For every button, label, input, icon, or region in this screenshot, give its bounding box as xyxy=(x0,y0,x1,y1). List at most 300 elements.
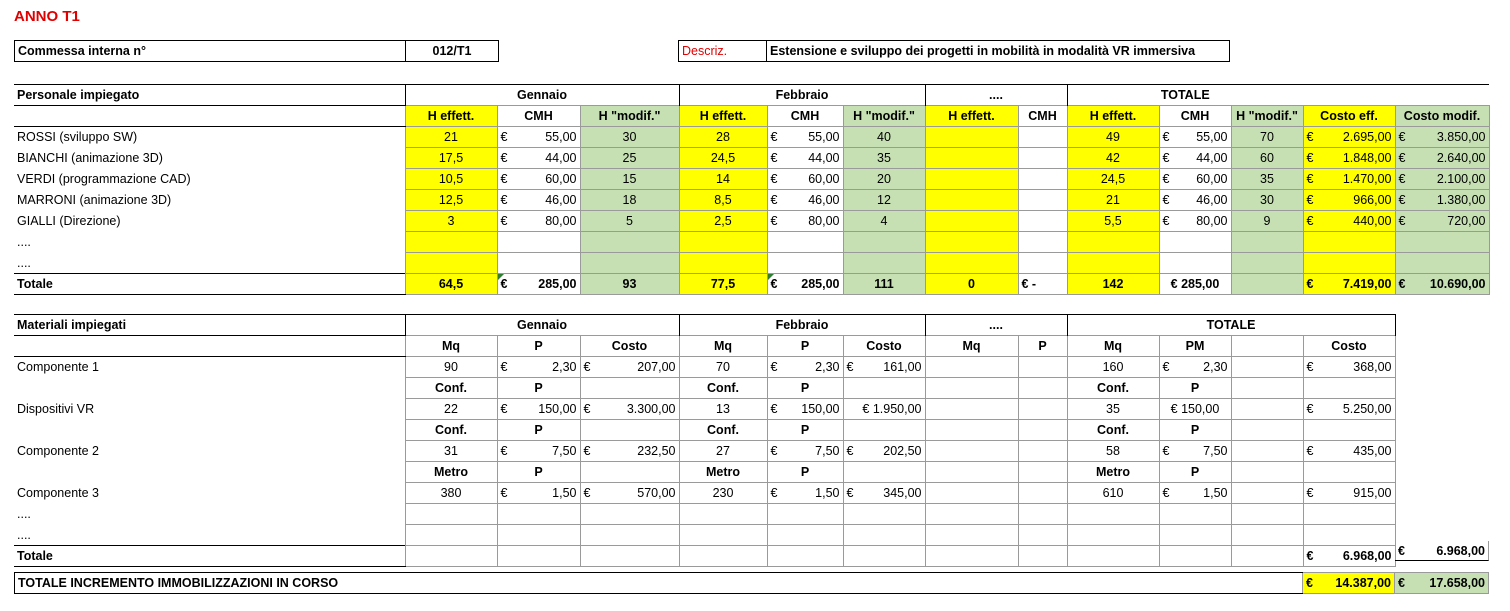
costo-cell[interactable]: € 207,00 xyxy=(580,357,679,378)
price-label: P xyxy=(767,336,843,357)
empty-cell[interactable] xyxy=(679,525,767,546)
cmh-cell[interactable]: € 80,00 xyxy=(497,211,580,232)
cmh-cell[interactable]: € 44,00 xyxy=(1159,148,1231,169)
empty-cell[interactable] xyxy=(925,232,1018,253)
cmh-cell[interactable]: € 55,00 xyxy=(767,127,843,148)
empty-cell[interactable] xyxy=(767,253,843,274)
price-label: P xyxy=(1159,378,1231,399)
totale-h-effett: 77,5 xyxy=(679,274,767,295)
price-label: P xyxy=(497,420,580,441)
empty-cell xyxy=(1231,420,1303,441)
ellipsis-label: .... xyxy=(17,235,31,249)
empty-cell xyxy=(14,378,405,399)
totale-costo: € 6.968,00 xyxy=(1303,546,1395,567)
qty-cell[interactable] xyxy=(925,357,1018,378)
personale-title: Personale impiegato xyxy=(14,85,405,106)
col-cmh: CMH xyxy=(497,106,580,127)
h-modif-cell[interactable]: 70 xyxy=(1231,127,1303,148)
cmh-cell[interactable]: € 44,00 xyxy=(497,148,580,169)
empty-cell[interactable] xyxy=(925,504,1018,525)
employee-name: VERDI (programmazione CAD) xyxy=(17,172,191,186)
costo-eff-cell[interactable]: € 440,00 xyxy=(1303,211,1395,232)
cmh-cell[interactable]: € 80,00 xyxy=(767,211,843,232)
costo-cell[interactable]: € 345,00 xyxy=(843,483,925,504)
h-effett-cell[interactable]: 49 xyxy=(1067,127,1159,148)
h-modif-cell[interactable]: 35 xyxy=(843,148,925,169)
ellipsis-label: .... xyxy=(17,255,31,270)
costo-modif-cell[interactable]: € 3.850,00 xyxy=(1395,127,1489,148)
table-row xyxy=(14,525,1395,546)
costo-eff-cell[interactable]: € 1.848,00 xyxy=(1303,148,1395,169)
cmh-cell[interactable]: € 60,00 xyxy=(1159,169,1231,190)
empty-cell xyxy=(1231,336,1303,357)
empty-cell[interactable] xyxy=(497,232,580,253)
table-row xyxy=(14,127,1489,148)
table-row xyxy=(14,441,1395,462)
costo-cell[interactable]: € 368,00 xyxy=(1303,357,1395,378)
unit-label: Metro xyxy=(1067,462,1159,483)
empty-cell[interactable] xyxy=(1067,253,1159,274)
h-effett-cell[interactable]: 24,5 xyxy=(1067,169,1159,190)
empty-cell[interactable] xyxy=(1303,525,1395,546)
empty-cell[interactable] xyxy=(1231,504,1303,525)
table-row xyxy=(14,483,1395,504)
descr-value[interactable]: Estensione e sviluppo dei progetti in mobilità in modalità VR immersiva xyxy=(767,41,1230,62)
unit-label: Mq xyxy=(925,336,1018,357)
costo-modif-cell[interactable]: € 720,00 xyxy=(1395,211,1489,232)
col-h-modif: H "modif." xyxy=(1231,106,1303,127)
price-cell[interactable]: € 1,50 xyxy=(767,483,843,504)
h-modif-cell[interactable]: 4 xyxy=(843,211,925,232)
costo-cell[interactable]: € 232,50 xyxy=(580,441,679,462)
table-row xyxy=(14,232,1489,253)
empty-cell[interactable] xyxy=(1159,253,1231,274)
table-row xyxy=(14,190,1489,211)
descr-table xyxy=(678,40,1230,62)
costo-eff-cell[interactable]: € 966,00 xyxy=(1303,190,1395,211)
h-modif-cell[interactable]: 9 xyxy=(1231,211,1303,232)
empty-cell xyxy=(767,546,843,567)
empty-cell xyxy=(1018,420,1067,441)
qty-cell[interactable]: 27 xyxy=(679,441,767,462)
cmh-cell[interactable] xyxy=(1018,211,1067,232)
empty-cell[interactable] xyxy=(1231,525,1303,546)
empty-cell[interactable] xyxy=(679,253,767,274)
grand-total-eff: € 14.387,00 xyxy=(1303,573,1395,594)
empty-cell[interactable] xyxy=(1067,232,1159,253)
cmh-cell[interactable] xyxy=(1018,169,1067,190)
unit-label: Conf. xyxy=(679,378,767,399)
material-name: Componente 1 xyxy=(17,360,100,375)
empty-cell[interactable] xyxy=(1231,253,1303,274)
month-gennaio: Gennaio xyxy=(405,85,679,106)
qty-cell[interactable]: 90 xyxy=(405,357,497,378)
month-febbraio: Febbraio xyxy=(679,85,925,106)
materiali-totale-costo-modif: € 6.968,00 xyxy=(1395,541,1489,561)
empty-cell[interactable] xyxy=(405,525,497,546)
empty-cell[interactable] xyxy=(1231,399,1303,420)
ellipsis-label: .... xyxy=(17,527,31,542)
table-row xyxy=(14,211,1489,232)
unit-header-row xyxy=(14,336,1395,357)
empty-cell[interactable] xyxy=(1018,504,1067,525)
materiali-title: Materiali impiegati xyxy=(14,315,405,336)
empty-cell xyxy=(1231,462,1303,483)
empty-cell xyxy=(1231,546,1303,567)
price-label: P xyxy=(1018,336,1067,357)
empty-cell[interactable] xyxy=(767,232,843,253)
month-febbraio: Febbraio xyxy=(679,315,925,336)
totale-h-effett: 0 xyxy=(925,274,1018,295)
employee-name: BIANCHI (animazione 3D) xyxy=(17,151,163,165)
table-row xyxy=(14,399,1395,420)
totale-h-modif xyxy=(1231,274,1303,295)
price-cell[interactable]: € 7,50 xyxy=(767,441,843,462)
h-effett-cell[interactable]: 5,5 xyxy=(1067,211,1159,232)
price-label: P xyxy=(767,462,843,483)
col-h-effett: H effett. xyxy=(925,106,1018,127)
price-cell[interactable]: € 7,50 xyxy=(1159,441,1231,462)
empty-cell[interactable] xyxy=(1159,525,1231,546)
empty-cell xyxy=(1018,462,1067,483)
empty-cell xyxy=(14,462,405,483)
price-cell[interactable]: € 150,00 xyxy=(1159,399,1231,420)
h-effett-cell[interactable] xyxy=(925,127,1018,148)
cmh-cell[interactable]: € 46,00 xyxy=(497,190,580,211)
empty-cell[interactable] xyxy=(1231,357,1303,378)
costo-eff-cell[interactable]: € 1.470,00 xyxy=(1303,169,1395,190)
empty-cell[interactable] xyxy=(1018,525,1067,546)
empty-cell xyxy=(925,462,1018,483)
h-modif-cell[interactable]: 25 xyxy=(580,148,679,169)
qty-cell[interactable]: 58 xyxy=(1067,441,1159,462)
qty-cell[interactable]: 230 xyxy=(679,483,767,504)
table-row xyxy=(14,504,1395,525)
commessa-label: Commessa interna n° xyxy=(15,41,406,62)
col-costo-modif: Costo modif. xyxy=(1395,106,1489,127)
h-effett-cell[interactable]: 24,5 xyxy=(679,148,767,169)
costo-label: Costo xyxy=(1303,336,1395,357)
empty-cell[interactable] xyxy=(843,232,925,253)
h-modif-cell[interactable]: 5 xyxy=(580,211,679,232)
h-modif-cell[interactable]: 30 xyxy=(1231,190,1303,211)
empty-cell[interactable] xyxy=(767,525,843,546)
totale-cmh: € 285,00 xyxy=(1159,274,1231,295)
price-label: P xyxy=(497,336,580,357)
empty-cell xyxy=(1303,462,1395,483)
col-cmh: CMH xyxy=(1018,106,1067,127)
costo-eff-cell[interactable]: € 2.695,00 xyxy=(1303,127,1395,148)
cmh-cell[interactable]: € 55,00 xyxy=(497,127,580,148)
empty-cell[interactable] xyxy=(405,504,497,525)
price-cell[interactable] xyxy=(1018,357,1067,378)
cmh-cell[interactable] xyxy=(1018,127,1067,148)
h-effett-cell[interactable]: 2,5 xyxy=(679,211,767,232)
totale-costo-modif: € 10.690,00 xyxy=(1395,274,1489,295)
empty-cell[interactable] xyxy=(580,525,679,546)
totale-label: Totale xyxy=(14,274,405,295)
empty-cell[interactable] xyxy=(1018,253,1067,274)
costo-cell[interactable]: € 3.300,00 xyxy=(580,399,679,420)
empty-cell[interactable] xyxy=(1067,504,1159,525)
h-effett-cell[interactable]: 10,5 xyxy=(405,169,497,190)
empty-cell[interactable] xyxy=(925,253,1018,274)
empty-cell xyxy=(1067,546,1159,567)
qty-cell[interactable]: 160 xyxy=(1067,357,1159,378)
empty-cell[interactable] xyxy=(843,253,925,274)
material-name: Dispositivi VR xyxy=(17,402,95,416)
commessa-value[interactable]: 012/T1 xyxy=(406,41,499,62)
h-modif-cell[interactable]: 35 xyxy=(1231,169,1303,190)
empty-cell[interactable] xyxy=(405,232,497,253)
h-effett-cell[interactable]: 21 xyxy=(1067,190,1159,211)
cmh-cell[interactable]: € 55,00 xyxy=(1159,127,1231,148)
totale-h-effett: 64,5 xyxy=(405,274,497,295)
price-label: PM xyxy=(1159,336,1231,357)
unit-header-row xyxy=(14,462,1395,483)
cmh-cell[interactable] xyxy=(1018,148,1067,169)
totale-cmh: € - xyxy=(1018,274,1067,295)
empty-cell[interactable] xyxy=(405,253,497,274)
empty-cell xyxy=(1303,378,1395,399)
empty-cell[interactable] xyxy=(1303,504,1395,525)
h-effett-cell[interactable]: 17,5 xyxy=(405,148,497,169)
empty-cell xyxy=(14,336,405,357)
costo-label: Costo xyxy=(843,336,925,357)
qty-cell[interactable]: 31 xyxy=(405,441,497,462)
cmh-cell[interactable]: € 44,00 xyxy=(767,148,843,169)
table-row xyxy=(14,169,1489,190)
qty-cell[interactable]: 70 xyxy=(679,357,767,378)
empty-cell[interactable] xyxy=(497,253,580,274)
grand-total-mod: € 17.658,00 xyxy=(1395,573,1489,594)
costo-modif-cell[interactable]: € 2.640,00 xyxy=(1395,148,1489,169)
unit-label: Conf. xyxy=(679,420,767,441)
cmh-cell[interactable]: € 60,00 xyxy=(767,169,843,190)
price-label: P xyxy=(767,420,843,441)
totale-h-modif: 93 xyxy=(580,274,679,295)
h-modif-cell[interactable]: 40 xyxy=(843,127,925,148)
unit-label: Mq xyxy=(405,336,497,357)
empty-cell xyxy=(843,546,925,567)
price-cell[interactable]: € 150,00 xyxy=(497,399,580,420)
h-modif-cell[interactable]: 15 xyxy=(580,169,679,190)
personale-table xyxy=(14,84,1490,295)
price-label: P xyxy=(497,462,580,483)
col-cmh: CMH xyxy=(767,106,843,127)
col-h-effett: H effett. xyxy=(1067,106,1159,127)
price-cell[interactable]: € 150,00 xyxy=(767,399,843,420)
empty-cell[interactable] xyxy=(679,232,767,253)
employee-name: GIALLI (Direzione) xyxy=(17,214,121,228)
empty-cell xyxy=(1231,378,1303,399)
month-gennaio: Gennaio xyxy=(405,315,679,336)
totale-costo-eff: € 7.419,00 xyxy=(1303,274,1395,295)
qty-cell[interactable]: 13 xyxy=(679,399,767,420)
h-modif-cell[interactable]: 20 xyxy=(843,169,925,190)
price-cell[interactable]: € 2,30 xyxy=(767,357,843,378)
employee-name: ROSSI (sviluppo SW) xyxy=(17,130,138,145)
empty-cell[interactable] xyxy=(843,504,925,525)
empty-cell[interactable] xyxy=(1067,525,1159,546)
empty-cell xyxy=(1159,546,1231,567)
empty-cell xyxy=(843,420,925,441)
empty-cell xyxy=(925,420,1018,441)
price-cell[interactable]: € 2,30 xyxy=(497,357,580,378)
empty-cell xyxy=(843,378,925,399)
col-h-effett: H effett. xyxy=(679,106,767,127)
empty-cell[interactable] xyxy=(1018,232,1067,253)
totale-cmh: € 285,00 xyxy=(767,274,843,295)
cmh-cell[interactable] xyxy=(1018,190,1067,211)
totale-h-modif: 111 xyxy=(843,274,925,295)
unit-label: Conf. xyxy=(405,378,497,399)
price-cell[interactable]: € 7,50 xyxy=(497,441,580,462)
h-effett-cell[interactable]: 12,5 xyxy=(405,190,497,211)
costo-cell[interactable]: € 1.950,00 xyxy=(843,399,925,420)
empty-cell[interactable] xyxy=(1159,232,1231,253)
qty-cell[interactable] xyxy=(925,441,1018,462)
cmh-cell[interactable]: € 60,00 xyxy=(497,169,580,190)
page-title: ANNO T1 xyxy=(14,8,80,25)
costo-cell[interactable]: € 5.250,00 xyxy=(1303,399,1395,420)
h-modif-cell[interactable]: 60 xyxy=(1231,148,1303,169)
col-h-modif: H "modif." xyxy=(580,106,679,127)
empty-cell[interactable] xyxy=(1231,441,1303,462)
qty-cell[interactable]: 22 xyxy=(405,399,497,420)
empty-cell[interactable] xyxy=(1395,232,1489,253)
price-cell[interactable] xyxy=(1018,399,1067,420)
qty-cell[interactable] xyxy=(925,399,1018,420)
empty-cell xyxy=(14,420,405,441)
h-effett-cell[interactable] xyxy=(925,190,1018,211)
h-effett-cell[interactable] xyxy=(925,148,1018,169)
empty-cell xyxy=(925,378,1018,399)
h-effett-cell[interactable] xyxy=(925,169,1018,190)
unit-label: Conf. xyxy=(405,420,497,441)
table-row xyxy=(14,148,1489,169)
h-effett-cell[interactable]: 8,5 xyxy=(679,190,767,211)
totale-row xyxy=(14,274,1489,295)
qty-cell[interactable]: 35 xyxy=(1067,399,1159,420)
price-cell[interactable] xyxy=(1018,483,1067,504)
costo-cell[interactable]: € 202,50 xyxy=(843,441,925,462)
empty-cell[interactable] xyxy=(1303,253,1395,274)
commessa-table xyxy=(14,40,499,62)
price-cell[interactable] xyxy=(1018,441,1067,462)
col-costo-eff: Costo eff. xyxy=(1303,106,1395,127)
empty-cell[interactable] xyxy=(497,525,580,546)
empty-cell[interactable] xyxy=(843,525,925,546)
empty-cell[interactable] xyxy=(1231,232,1303,253)
price-cell[interactable]: € 1,50 xyxy=(1159,483,1231,504)
table-row xyxy=(14,253,1489,274)
unit-label: Metro xyxy=(679,462,767,483)
month-totale: TOTALE xyxy=(1067,315,1395,336)
col-h-effett: H effett. xyxy=(405,106,497,127)
empty-cell[interactable] xyxy=(1303,232,1395,253)
unit-label: Conf. xyxy=(1067,420,1159,441)
costo-cell[interactable]: € 161,00 xyxy=(843,357,925,378)
costo-cell[interactable]: € 915,00 xyxy=(1303,483,1395,504)
price-cell[interactable]: € 1,50 xyxy=(497,483,580,504)
month-ellipsis: .... xyxy=(925,315,1067,336)
qty-cell[interactable]: 380 xyxy=(405,483,497,504)
empty-cell xyxy=(580,462,679,483)
unit-label: Conf. xyxy=(1067,378,1159,399)
h-modif-cell[interactable]: 18 xyxy=(580,190,679,211)
h-effett-cell[interactable]: 21 xyxy=(405,127,497,148)
empty-cell[interactable] xyxy=(497,504,580,525)
empty-cell xyxy=(580,378,679,399)
empty-cell xyxy=(580,420,679,441)
empty-cell[interactable] xyxy=(580,253,679,274)
material-name: Componente 2 xyxy=(17,444,100,458)
empty-cell xyxy=(1018,378,1067,399)
qty-cell[interactable]: 610 xyxy=(1067,483,1159,504)
material-name: Componente 3 xyxy=(17,486,100,500)
empty-cell[interactable] xyxy=(925,525,1018,546)
empty-cell[interactable] xyxy=(580,504,679,525)
totale-label: Totale xyxy=(14,546,405,567)
costo-cell[interactable]: € 570,00 xyxy=(580,483,679,504)
h-effett-cell[interactable] xyxy=(925,211,1018,232)
cmh-cell[interactable]: € 80,00 xyxy=(1159,211,1231,232)
price-label: P xyxy=(767,378,843,399)
h-effett-cell[interactable]: 3 xyxy=(405,211,497,232)
costo-modif-cell[interactable]: € 2.100,00 xyxy=(1395,169,1489,190)
totale-h-effett: 142 xyxy=(1067,274,1159,295)
unit-header-row xyxy=(14,378,1395,399)
h-modif-cell[interactable]: 30 xyxy=(580,127,679,148)
cmh-cell[interactable]: € 46,00 xyxy=(767,190,843,211)
empty-cell[interactable] xyxy=(767,504,843,525)
empty-cell[interactable] xyxy=(679,504,767,525)
h-effett-cell[interactable]: 14 xyxy=(679,169,767,190)
price-label: P xyxy=(1159,462,1231,483)
empty-cell xyxy=(1018,546,1067,567)
price-label: P xyxy=(1159,420,1231,441)
h-effett-cell[interactable]: 28 xyxy=(679,127,767,148)
empty-cell xyxy=(1303,420,1395,441)
employee-name: MARRONI (animazione 3D) xyxy=(17,193,172,207)
empty-cell[interactable] xyxy=(1395,253,1489,274)
descr-label: Descriz. xyxy=(679,41,767,62)
unit-label: Mq xyxy=(679,336,767,357)
costo-cell[interactable]: € 435,00 xyxy=(1303,441,1395,462)
costo-label: Costo xyxy=(580,336,679,357)
h-effett-cell[interactable]: 42 xyxy=(1067,148,1159,169)
h-modif-cell[interactable]: 12 xyxy=(843,190,925,211)
empty-cell xyxy=(580,546,679,567)
costo-modif-cell[interactable]: € 1.380,00 xyxy=(1395,190,1489,211)
price-cell[interactable]: € 2,30 xyxy=(1159,357,1231,378)
empty-cell[interactable] xyxy=(580,232,679,253)
empty-cell xyxy=(925,546,1018,567)
empty-cell xyxy=(497,546,580,567)
table-row xyxy=(14,357,1395,378)
month-totale: TOTALE xyxy=(1067,85,1303,106)
cmh-cell[interactable]: € 46,00 xyxy=(1159,190,1231,211)
unit-label: Metro xyxy=(405,462,497,483)
ellipsis-label: .... xyxy=(17,507,31,521)
qty-cell[interactable] xyxy=(925,483,1018,504)
col-cmh: CMH xyxy=(1159,106,1231,127)
unit-header-row xyxy=(14,420,1395,441)
col-h-modif: H "modif." xyxy=(843,106,925,127)
empty-cell[interactable] xyxy=(1159,504,1231,525)
empty-cell[interactable] xyxy=(1231,483,1303,504)
